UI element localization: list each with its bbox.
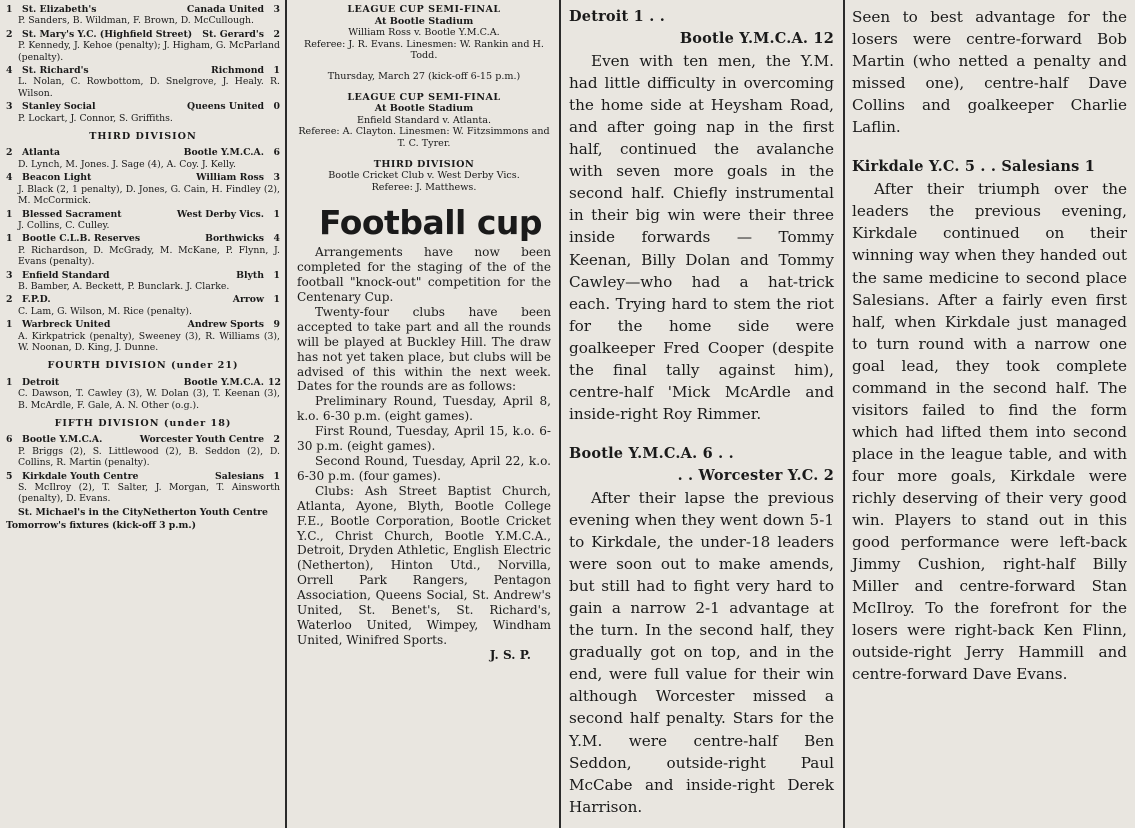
teams — [18, 377, 268, 388]
result-line — [6, 270, 280, 281]
home-team: St. Michael's in the City — [18, 506, 143, 518]
result-entry — [6, 101, 280, 124]
away-team: Borthwicks — [205, 233, 264, 245]
result-line — [6, 65, 280, 76]
scorers: P. Briggs (2), S. Littlewood (2), B. Seddon (2), D. Collins, R. Martin (penalty). — [18, 445, 280, 469]
result-entry — [6, 319, 280, 353]
fixtures-note: Tomorrow's fixtures (kick-off 3 p.m.) — [6, 520, 196, 532]
match-heading-bootle-away: . . Worcester Y.C. 2 — [677, 466, 834, 484]
notice-officials: Referee: J. R. Evans. Linesmen: W. Rankin and H. Todd. — [304, 38, 544, 62]
scorers: B. Bamber, A. Beckett, P. Bunclark. J. Clarke. — [18, 280, 230, 292]
column-rule — [843, 0, 845, 828]
home-score: 2 — [6, 28, 13, 40]
result-entry — [6, 434, 280, 468]
teams — [18, 319, 268, 330]
match-heading-detroit: Detroit 1 . . — [569, 8, 665, 25]
notice-officials: Referee: J. Matthews. — [371, 181, 477, 193]
scorers: C. Lam, G. Wilson, M. Rice (penalty). — [18, 305, 192, 317]
column-rule — [559, 0, 561, 828]
away-score: 2 — [273, 28, 280, 40]
football-cup-headline: Football cup — [319, 203, 543, 243]
result-line — [6, 29, 280, 40]
away-score: 4 — [273, 233, 280, 245]
teams — [18, 147, 268, 158]
third-division-heading: THIRD DIVISION — [89, 131, 197, 143]
home-score: 1 — [6, 376, 13, 388]
home-team: Atlanta — [22, 147, 60, 159]
teams — [18, 209, 268, 220]
notices-column — [289, 0, 557, 828]
notice-match: Bootle Cricket Club v. West Derby Vics. — [328, 170, 520, 182]
match-reports-column-1 — [563, 0, 842, 828]
result-line — [6, 471, 280, 482]
scorers: J. Collins, C. Culley. — [18, 219, 110, 231]
teams — [18, 434, 268, 445]
home-score: 4 — [6, 65, 13, 77]
result-entry — [6, 209, 280, 232]
fourth-division-heading: FOURTH DIVISION (under 21) — [47, 360, 239, 372]
notice-match: Enfield Standard v. Atlanta. — [356, 114, 492, 126]
notice-title: THIRD DIVISION — [373, 158, 475, 170]
away-score: 3 — [273, 4, 280, 15]
notice-venue: At Bootle Stadium — [374, 103, 474, 115]
result-line — [6, 101, 280, 112]
result-line — [6, 4, 280, 15]
teams — [18, 101, 268, 112]
result-entry — [6, 294, 280, 317]
result-entry — [6, 507, 280, 518]
notice-match: William Ross v. Bootle Y.M.C.A. — [348, 27, 500, 39]
scorers: P. Lockart, J. Connor, S. Griffiths. — [18, 112, 173, 124]
away-team: St. Gerard's — [202, 28, 264, 40]
away-team: Worcester Youth Centre — [139, 434, 264, 446]
match-report-detroit: Even with ten men, the Y.M. had little difficulty in overcoming the home side at Heysham Road, and after going nap in the first half, continued the avalanche with seven more goals in the second half. Chiefly instrumental in their big win were their three inside forwards — Tommy Keenan, Billy Dolan and Tommy Cawley—who had a hat-trick each. Trying hard to stem the riot for the home side were goalkeeper Fred Cooper (despite the final tally against him), centre-half 'Mick McArdle and inside-right Roy Rimmer. — [569, 52, 834, 423]
home-score: 2 — [6, 147, 13, 159]
result-entry — [6, 471, 280, 505]
scorers: D. Lynch, M. Jones. J. Sage (4), A. Coy. J. Kelly. — [18, 158, 236, 170]
match-heading-kirkdale: Kirkdale Y.C. 5 . . Salesians 1 — [852, 158, 1096, 176]
scorers: S. McIlroy (2), T. Salter, J. Morgan, T. Ainsworth (penalty), D. Evans. — [18, 482, 280, 505]
home-score: 1 — [6, 319, 13, 331]
result-line — [6, 294, 280, 305]
teams — [14, 507, 272, 518]
scorers: C. Dawson, T. Cawley (3), W. Dolan (3), T. Keenan (3), B. McArdle, F. Gale, A. N. Other (o.g.). — [18, 388, 280, 411]
away-score: 1 — [273, 470, 280, 482]
match-report-continued: Seen to best advantage for the losers were centre-forward Bob Martin (who netted a penalty and missed one), centre-half Dave Collins and goalkeeper Charlie Laflin. — [852, 8, 1127, 137]
scorers: A. Kirkpatrick (penalty), Sweeney (3), R. Williams (3), W. Noonan, D. King, J. Dunne. — [18, 330, 280, 353]
home-score: 5 — [6, 470, 13, 482]
away-team: Queens United — [186, 101, 264, 113]
away-score: 9 — [273, 319, 280, 331]
home-team: St. Elizabeth's — [22, 4, 97, 15]
story-paragraph: Second Round, Tuesday, April 22, k.o. 6-30 p.m. (four games). — [297, 454, 551, 483]
scorers: P. Richardson, D. McGrady, M. McKane, P. Flynn, J. Evans (penalty). — [18, 244, 280, 268]
away-team: Richmond — [211, 65, 264, 77]
match-heading-bootle: Bootle Y.M.C.A. 6 . . — [569, 444, 734, 462]
home-score: 6 — [6, 434, 13, 446]
result-entry — [6, 172, 280, 206]
teams — [18, 172, 268, 183]
home-score: 1 — [6, 4, 13, 15]
home-team: Detroit — [22, 376, 60, 388]
home-team: Warbreck United — [22, 319, 111, 331]
result-entry — [6, 377, 280, 411]
fifth-division-heading: FIFTH DIVISION (under 18) — [54, 418, 232, 429]
home-score: 2 — [6, 294, 13, 306]
result-line — [6, 377, 280, 388]
league-cup-notice-1 — [297, 4, 551, 62]
away-team: Arrow — [232, 294, 264, 306]
home-team: St. Mary's Y.C. (Highfield Street) — [22, 28, 193, 40]
home-score: 3 — [6, 101, 13, 113]
notice-venue: At Bootle Stadium — [374, 15, 474, 27]
away-score: 12 — [268, 376, 281, 388]
teams — [18, 233, 268, 244]
away-score: 2 — [273, 434, 280, 446]
result-entry — [6, 233, 280, 267]
story-paragraph: Arrangements have now been completed for the staging of the of the football "knock-out" competition for the Centenary Cup. — [297, 245, 551, 305]
result-line — [6, 434, 280, 445]
away-score: 1 — [273, 269, 280, 281]
home-team: Stanley Social — [22, 101, 96, 113]
teams — [18, 4, 268, 15]
scorers: L. Nolan, C. Rowbottom, D. Snelgrove, J. Healy. R. Wilson. — [18, 76, 280, 99]
away-team: Blyth — [236, 269, 264, 281]
home-team: Blessed Sacrament — [22, 208, 122, 220]
story-paragraph: Preliminary Round, Tuesday, April 8, k.o. 6-30 p.m. (eight games). — [297, 394, 551, 424]
story-paragraph: Clubs: Ash Street Baptist Church, Atlanta, Ayone, Blyth, Bootle College F.E., Bootle Corporation, Bootle Cricket Y.C., Christ Church, Bootle Y.M.C.A., Detroit, Dryden Athletic, English Electric (Netherton), Hinton Utd., Norvilla, Orrell Park Rangers, Pentagon Association, Queens Social, St. Andrew's United, St. Benet's, St. Richard's, Waterloo United, Wimpey, Windham United, Winifred Sports. — [297, 483, 551, 647]
result-line — [6, 172, 280, 183]
result-line — [6, 507, 280, 518]
result-line — [6, 319, 280, 330]
teams — [18, 270, 268, 281]
result-line — [6, 147, 280, 158]
match-heading-detroit-away: Bootle Y.M.C.A. 12 — [679, 30, 834, 48]
away-team: Salesians — [215, 470, 264, 482]
away-score: 1 — [273, 294, 280, 306]
home-score: 3 — [6, 269, 13, 281]
result-entry — [6, 65, 280, 99]
away-team: Andrew Sports — [187, 319, 264, 331]
teams — [18, 29, 268, 40]
home-score: 4 — [6, 172, 13, 184]
result-line — [6, 209, 280, 220]
league-cup-notice-2 — [297, 92, 551, 150]
match-reports-column-2 — [848, 0, 1135, 828]
home-team: Bootle C.L.B. Reserves — [22, 233, 141, 245]
home-team: Enfield Standard — [22, 269, 110, 281]
football-cup-story — [297, 245, 551, 647]
story-paragraph: First Round, Tuesday, April 15, k.o. 6-30 p.m. (eight games). — [297, 424, 551, 454]
date-line: Thursday, March 27 (kick-off 6-15 p.m.) — [327, 70, 521, 82]
byline: J. S. P. — [489, 647, 531, 662]
notice-title: LEAGUE CUP SEMI-FINAL — [347, 91, 501, 103]
result-entry — [6, 270, 280, 293]
notice-title: LEAGUE CUP SEMI-FINAL — [347, 4, 501, 15]
home-team: Bootle Y.M.C.A. — [22, 434, 103, 446]
home-team: Kirkdale Youth Centre — [22, 470, 139, 482]
home-team: Beacon Light — [22, 172, 92, 184]
away-team: Canada United — [186, 4, 264, 15]
column-rule — [285, 0, 287, 828]
scorers: J. Black (2, 1 penalty), D. Jones, G. Cain, H. Findley (2), M. McCormick. — [18, 183, 280, 207]
away-team: Bootle Y.M.C.A. — [183, 147, 264, 159]
away-team: Netherton Youth Centre — [142, 506, 268, 518]
scorers: P. Kennedy, J. Kehoe (penalty); J. Higham, G. McParland (penalty). — [18, 40, 280, 63]
home-team: St. Richard's — [22, 65, 89, 77]
away-team: Bootle Y.M.C.A. — [183, 376, 264, 388]
scorers: P. Sanders, B. Wildman, F. Brown, D. McCullough. — [18, 15, 254, 27]
home-score: 1 — [6, 208, 13, 220]
away-team: William Ross — [196, 172, 264, 184]
home-score: 1 — [6, 233, 13, 245]
result-entry — [6, 29, 280, 63]
away-score: 1 — [273, 65, 280, 77]
teams — [18, 294, 268, 305]
result-entry — [6, 147, 280, 170]
result-line — [6, 233, 280, 244]
notice-officials: Referee: A. Clayton. Linesmen: W. Fitzsimmons and T. C. Tyrer. — [298, 126, 550, 149]
away-score: 3 — [273, 172, 280, 184]
away-score: 6 — [273, 147, 280, 159]
result-entry — [6, 4, 280, 27]
teams — [18, 65, 268, 76]
away-score: 1 — [273, 208, 280, 220]
third-division-notice — [297, 159, 551, 194]
teams — [18, 471, 268, 482]
results-column — [0, 0, 284, 828]
match-report-bootle: After their lapse the previous evening when they went down 5-1 to Kirkdale, the under-18 leaders were soon out to make amends, but still had to fight very hard to gain a narrow 2-1 advantage at the turn. In the second half, they gradually got on top, and in the end, were full value for their win although Worcester missed a second half penalty. Stars for the Y.M. were centre-half Ben Seddon, outside-right Paul McCabe and inside-right Derek Harrison. — [569, 488, 834, 816]
match-report-kirkdale: After their triumph over the leaders the previous evening, Kirkdale continued on their winning way when they handed out the same medicine to second place Salesians. After a fairly even first half, when Kirkdale just managed to turn round with a narrow one goal lead, they took complete command in the second half. The visitors failed to find the form which had lifted them into second place in the league table, and with four more goals, Kirkdale were richly deserving of their very good win. Players to stand out in this good performance were left-back Jimmy Cushion, right-half Billy Miller and centre-forward Stan McIlroy. To the forefront for the losers were right-back Ken Flinn, outside-right Jerry Hammill and centre-forward Dave Evans. — [852, 180, 1127, 684]
away-team: West Derby Vics. — [176, 208, 264, 220]
home-team: F.P.D. — [22, 294, 51, 306]
story-paragraph: Twenty-four clubs have been accepted to take part and all the rounds will be played at Buckley Hill. The draw has not yet taken place, but clubs will be advised of this within the next week. Dates for the rounds are as follows: — [297, 304, 551, 394]
away-score: 0 — [273, 101, 280, 113]
